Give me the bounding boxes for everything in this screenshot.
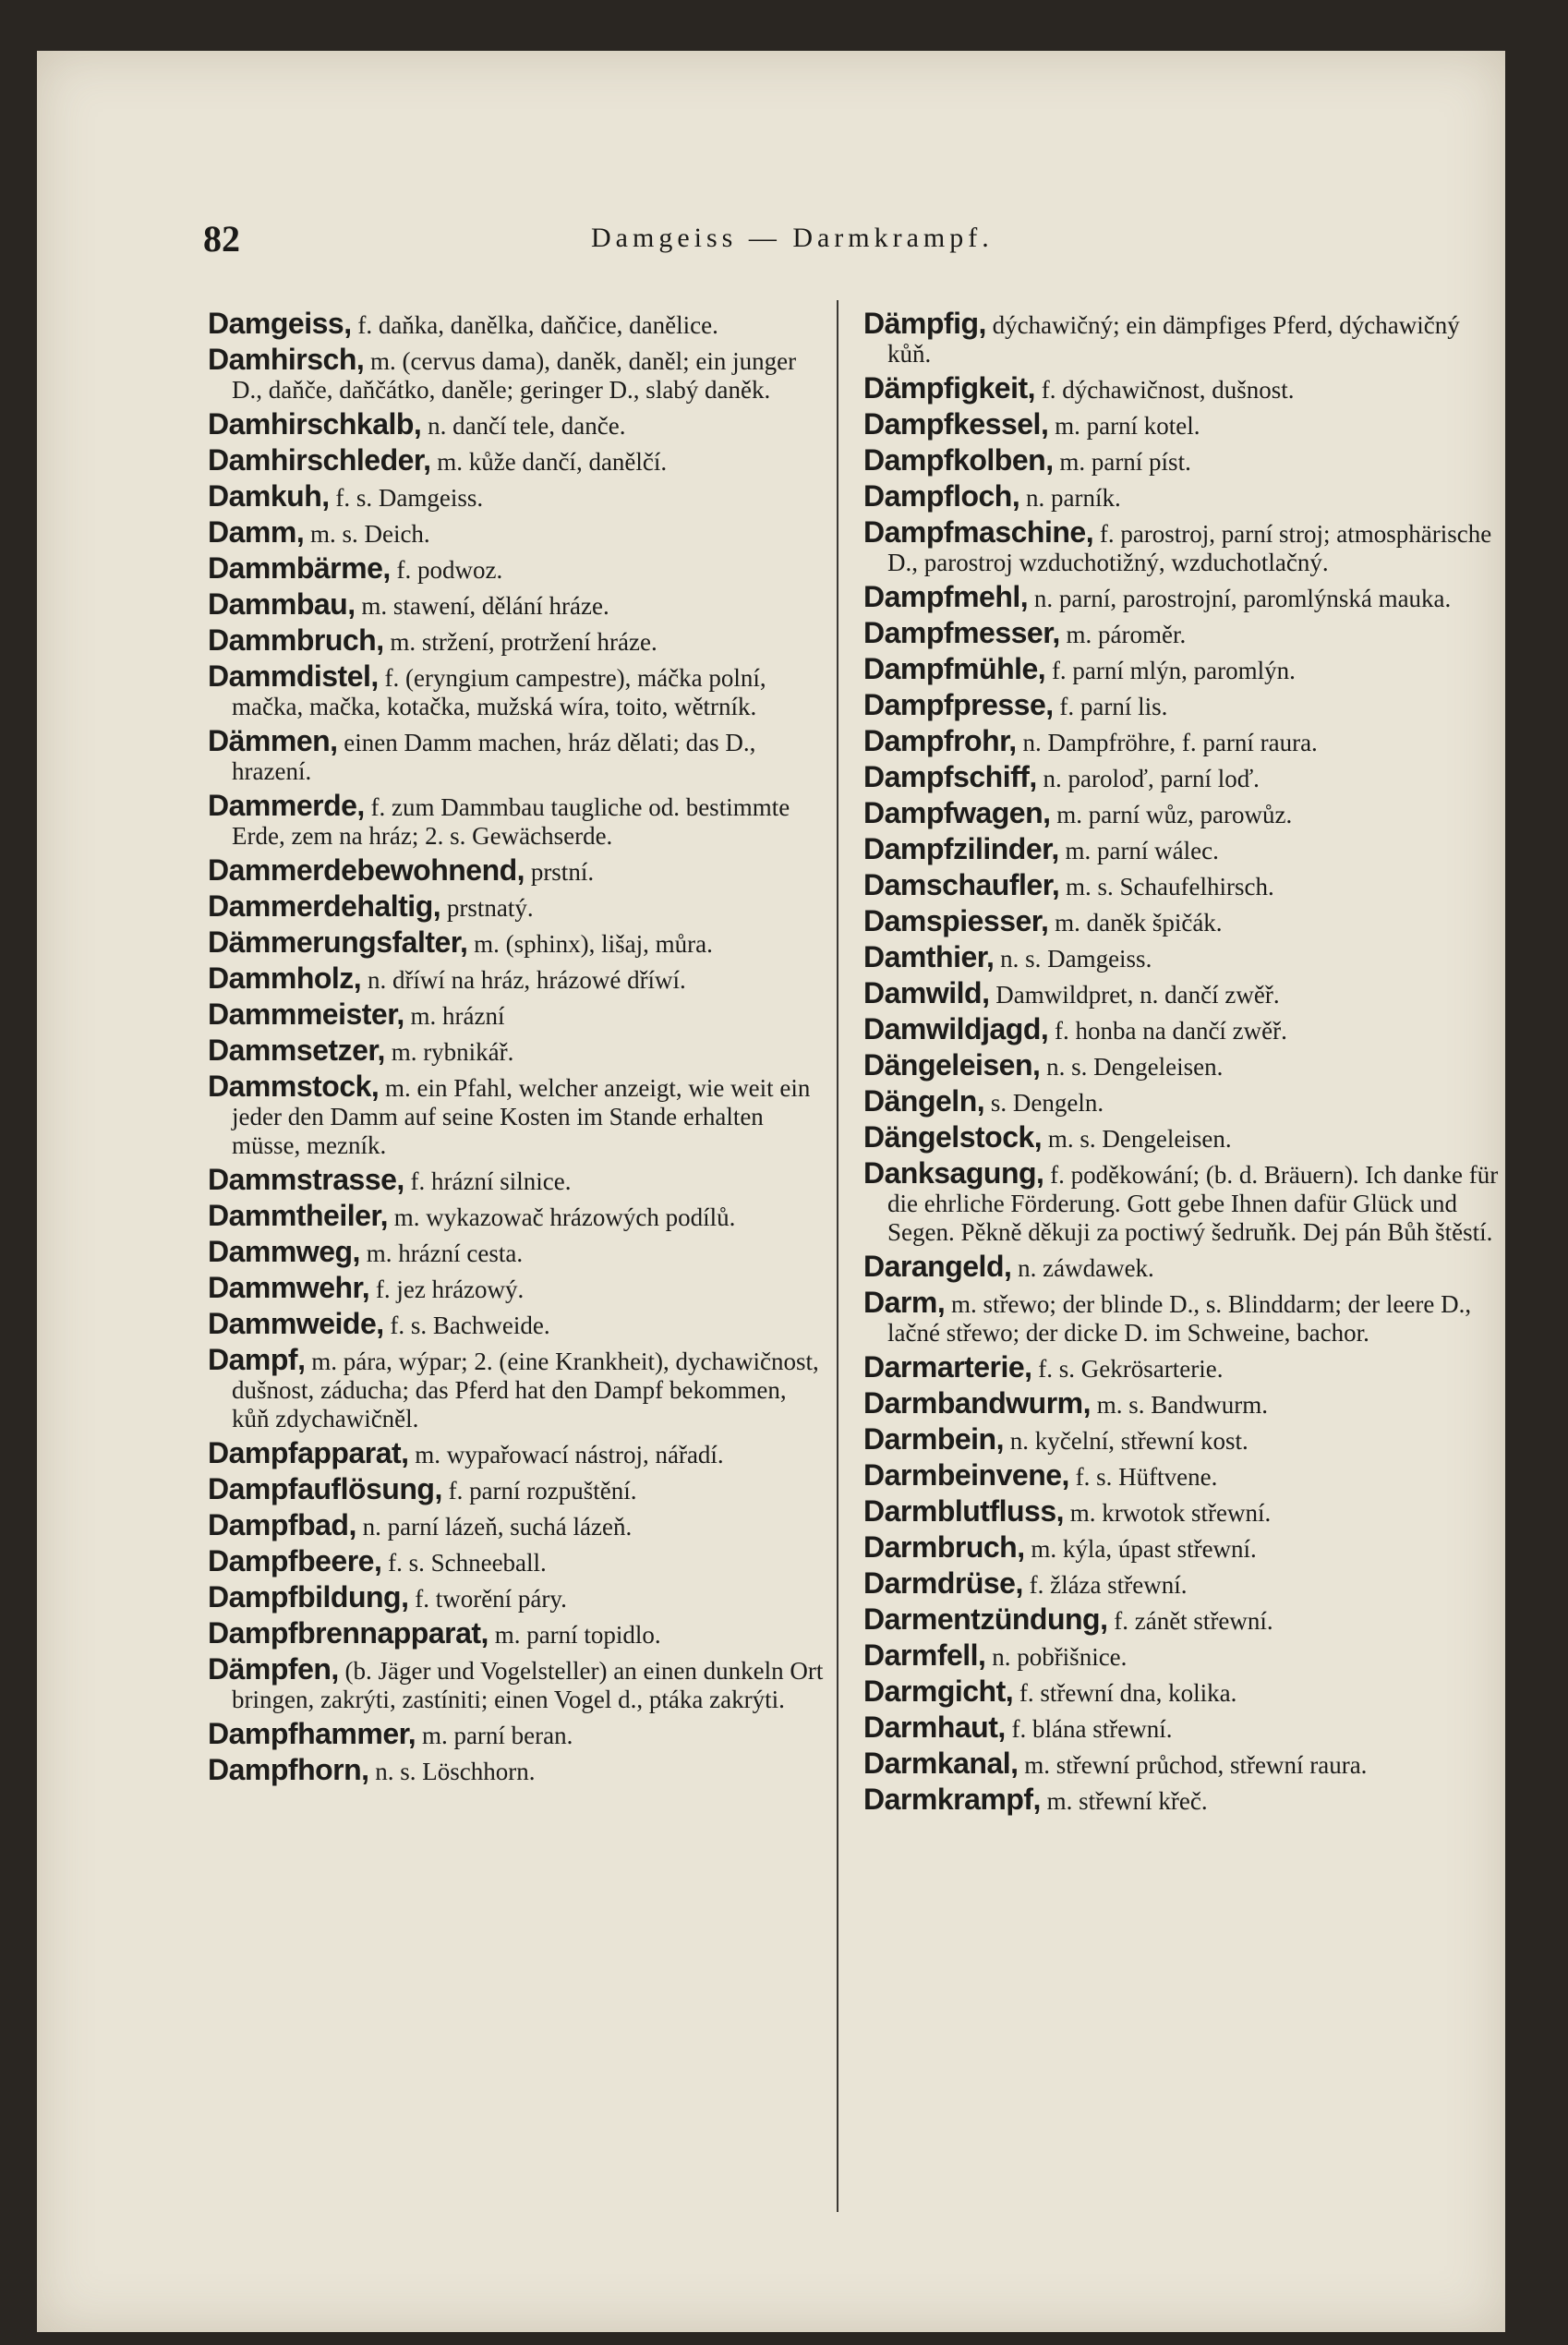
entry-headword: Dammbau, xyxy=(208,587,356,621)
entry-headword: Dammholz, xyxy=(208,961,362,995)
dictionary-entry xyxy=(208,1343,826,1433)
entry-definition: m. (cervus dama), daněk, daněl; ein junger D., daňče, daňčátko, daněle; geringer D., slabý daněk. xyxy=(232,347,797,404)
entry-definition: m. daněk špičák. xyxy=(1055,909,1223,937)
entry-definition: prstnatý. xyxy=(446,894,534,922)
dictionary-entry xyxy=(863,1386,1501,1420)
entry-headword: Dampfmaschine, xyxy=(863,515,1094,549)
entry-definition: m. parní topidlo. xyxy=(494,1621,661,1649)
entry-headword: Dampfbildung, xyxy=(208,1580,409,1614)
dictionary-entry xyxy=(208,587,826,621)
entry-definition: n. dříwí na hráz, hrázowé dříwí. xyxy=(367,966,686,994)
entry-headword: Dampfkolben, xyxy=(863,443,1054,477)
dictionary-entry xyxy=(863,652,1501,685)
dictionary-entry xyxy=(208,515,826,549)
entry-definition: f. dýchawičnost, dušnost. xyxy=(1041,376,1295,404)
dictionary-entry xyxy=(208,623,826,657)
entry-definition: m. parní wálec. xyxy=(1065,837,1219,864)
entry-headword: Darmentzündung, xyxy=(863,1602,1108,1636)
dictionary-entry xyxy=(863,1288,1501,1348)
entry-headword: Dampf, xyxy=(208,1343,306,1376)
entry-headword: Dammdistel, xyxy=(208,659,379,693)
dictionary-entry xyxy=(863,407,1501,441)
dictionary-entry xyxy=(208,1033,826,1067)
page-header xyxy=(203,217,1090,272)
dictionary-entry xyxy=(208,1307,826,1340)
dictionary-entry xyxy=(863,1566,1501,1600)
dictionary-entry xyxy=(208,1717,826,1750)
dictionary-entry xyxy=(863,1785,1501,1816)
entry-definition: f. blána střewní. xyxy=(1011,1715,1173,1743)
entry-definition: f. poděkowání; (b. d. Bräuern). Ich danke für die ehrliche Förderung. Gott gebe Ihnen dafür Glück und Segen. Pěkně děkuji za poctiwý šedruňk. Dej pán Bůh štěstí. xyxy=(887,1161,1499,1246)
entry-definition: m. ein Pfahl, welcher anzeigt, wie weit ein jeder den Damm auf seine Kosten im Stande erhalten müsse, mezník. xyxy=(232,1074,811,1159)
dictionary-entry xyxy=(208,309,826,340)
entry-headword: Dämpfen, xyxy=(208,1652,339,1686)
entry-headword: Dammmeister, xyxy=(208,997,404,1031)
entry-headword: Dammbruch, xyxy=(208,623,384,657)
dictionary-entry xyxy=(208,1616,826,1650)
entry-definition: n. parní, parostrojní, paromlýnská mauka. xyxy=(1033,585,1452,612)
right-column xyxy=(863,309,1501,1821)
entry-headword: Dammerdehaltig, xyxy=(208,889,441,923)
dictionary-entry xyxy=(863,904,1501,937)
entry-headword: Darmgicht, xyxy=(863,1674,1014,1708)
dictionary-entry xyxy=(863,724,1501,757)
dictionary-entry xyxy=(863,1084,1501,1118)
entry-headword: Dammwehr, xyxy=(208,1271,370,1304)
dictionary-entry xyxy=(863,1674,1501,1708)
entry-definition: f. zánět střewní. xyxy=(1114,1607,1273,1635)
page-edge xyxy=(1478,309,1505,2157)
entry-headword: Dammbärme, xyxy=(208,551,391,585)
entry-definition: n. s. Löschhorn. xyxy=(375,1758,536,1785)
dictionary-entry xyxy=(208,345,826,405)
entry-headword: Dämmerungsfalter, xyxy=(208,925,468,959)
entry-definition: f. s. Bachweide. xyxy=(390,1312,550,1339)
entry-definition: n. paroloď, parní loď. xyxy=(1043,765,1260,792)
entry-headword: Damwildjagd, xyxy=(863,1012,1049,1046)
dictionary-entry xyxy=(863,688,1501,721)
entry-definition: f. honba na dančí zwěř. xyxy=(1055,1017,1287,1045)
dictionary-entry xyxy=(863,1252,1501,1283)
entry-headword: Dampfmehl, xyxy=(863,580,1029,613)
entry-definition: n. dančí tele, danče. xyxy=(428,412,626,440)
entry-headword: Damspiesser, xyxy=(863,904,1049,937)
entry-headword: Damwild, xyxy=(863,976,990,1009)
entry-headword: Dampfschiff, xyxy=(863,760,1037,793)
entry-definition: f. tworění páry. xyxy=(415,1585,567,1613)
entry-headword: Dammstrasse, xyxy=(208,1163,404,1196)
entry-headword: Dämpfigkeit, xyxy=(863,371,1036,405)
dictionary-entry xyxy=(863,1494,1501,1528)
entry-definition: dýchawičný; ein dämpfiges Pferd, dýchawičný kůň. xyxy=(887,311,1460,368)
column-divider xyxy=(837,300,838,2212)
entry-definition: m. kýla, úpast střewní. xyxy=(1031,1535,1257,1563)
dictionary-entry xyxy=(863,371,1501,405)
entry-headword: Darmbein, xyxy=(863,1422,1004,1456)
entry-definition: m. wypařowací nástroj, nářadí. xyxy=(415,1441,724,1469)
dictionary-entry xyxy=(863,1710,1501,1744)
entry-headword: Dampfwagen, xyxy=(863,796,1051,829)
entry-headword: Dampfauflösung, xyxy=(208,1472,442,1505)
entry-definition: f. s. Schneeball. xyxy=(388,1549,547,1577)
entry-definition: m. s. Deich. xyxy=(309,520,430,548)
entry-definition: m. parní píst. xyxy=(1059,448,1191,476)
entry-headword: Dampfbrennapparat, xyxy=(208,1616,488,1650)
dictionary-entry xyxy=(863,580,1501,613)
entry-headword: Dampfkessel, xyxy=(863,407,1049,441)
entry-definition: f. zum Dammbau taugliche od. bestimmte Erde, zem na hráz; 2. s. Gewächserde. xyxy=(232,793,790,850)
dictionary-entry xyxy=(863,1638,1501,1672)
entry-headword: Darangeld, xyxy=(863,1250,1012,1283)
entry-headword: Danksagung, xyxy=(863,1156,1044,1190)
dictionary-entry xyxy=(863,976,1501,1009)
dictionary-entry xyxy=(863,868,1501,901)
entry-definition: n. s. Dengeleisen. xyxy=(1046,1053,1224,1081)
dictionary-entry xyxy=(863,1458,1501,1492)
entry-headword: Damm, xyxy=(208,515,305,549)
entry-definition: f. s. Hüftvene. xyxy=(1075,1463,1218,1491)
entry-headword: Darmkanal, xyxy=(863,1747,1019,1780)
entry-definition: m. krwotok střewní. xyxy=(1069,1499,1272,1527)
entry-headword: Dammsetzer, xyxy=(208,1033,385,1067)
entry-definition: n. parní lázeň, suchá lázeň. xyxy=(362,1513,633,1541)
dictionary-entry xyxy=(208,789,826,851)
entry-headword: Damschaufler, xyxy=(863,868,1060,901)
entry-definition: s. Dengeln. xyxy=(990,1089,1104,1117)
entry-headword: Dängeln, xyxy=(863,1084,985,1118)
entry-headword: Dampfhammer, xyxy=(208,1717,416,1750)
entry-headword: Darmbruch, xyxy=(863,1530,1025,1564)
entry-headword: Darmkrampf, xyxy=(863,1783,1041,1816)
dictionary-page xyxy=(37,51,1505,2332)
entry-headword: Dampfmühle, xyxy=(863,652,1046,685)
entry-definition: f. parostroj, parní stroj; atmosphärische D., parostroj wzduchotižný, wzduchotlačný. xyxy=(887,520,1492,576)
entry-definition: n. Dampfröhre, f. parní raura. xyxy=(1022,729,1318,756)
entry-headword: Dammstock, xyxy=(208,1070,380,1103)
entry-definition: m. pároměr. xyxy=(1066,621,1187,648)
dictionary-entry xyxy=(208,479,826,513)
dictionary-entry xyxy=(208,407,826,441)
entry-definition: m. střewo; der blinde D., s. Blinddarm; der leere D., lačné střewo; der dicke D. im Schweine, bachor. xyxy=(887,1290,1472,1347)
entry-definition: m. parní wůz, parowůz. xyxy=(1056,801,1293,828)
entry-definition: f. podwoz. xyxy=(396,556,503,584)
entry-headword: Damgeiss, xyxy=(208,307,352,340)
dictionary-entry xyxy=(863,309,1501,369)
entry-headword: Damthier, xyxy=(863,940,995,973)
entry-definition: f. hrázní silnice. xyxy=(410,1167,572,1195)
dictionary-entry xyxy=(863,832,1501,865)
entry-definition: f. s. Gekrösarterie. xyxy=(1038,1355,1224,1383)
entry-definition: (b. Jäger und Vogelsteller) an einen dunkeln Ort bringen, zakrýti, zastíniti; einen Vogel d., ptáka zakrýti. xyxy=(232,1657,824,1713)
entry-definition: m. parní beran. xyxy=(421,1722,573,1749)
left-column xyxy=(208,309,826,1792)
dictionary-entry xyxy=(208,1753,826,1786)
entry-headword: Damhirschkalb, xyxy=(208,407,422,441)
dictionary-entry xyxy=(208,1199,826,1232)
entry-definition: m. s. Bandwurm. xyxy=(1096,1391,1268,1419)
dictionary-entry xyxy=(208,1652,826,1714)
entry-headword: Dammweg, xyxy=(208,1235,360,1268)
entry-definition: einen Damm machen, hráz dělati; das D., hrazení. xyxy=(232,729,756,785)
entry-headword: Damhirsch, xyxy=(208,343,365,376)
dictionary-entry xyxy=(208,1163,826,1196)
entry-definition: m. (sphinx), lišaj, můra. xyxy=(474,930,713,958)
dictionary-entry xyxy=(208,1235,826,1268)
dictionary-entry xyxy=(863,1749,1501,1780)
dictionary-entry xyxy=(863,479,1501,513)
entry-definition: n. pobřišnice. xyxy=(992,1643,1128,1671)
entry-headword: Dampfpresse, xyxy=(863,688,1054,721)
entry-definition: n. parník. xyxy=(1025,484,1121,512)
entry-headword: Damhirschleder, xyxy=(208,443,431,477)
dictionary-entry xyxy=(208,925,826,959)
entry-definition: f. žláza střewní. xyxy=(1029,1571,1188,1599)
dictionary-entry xyxy=(863,1120,1501,1154)
dictionary-entry xyxy=(208,1508,826,1541)
entry-definition: f. parní rozpuštění. xyxy=(448,1477,637,1505)
entry-headword: Dampfhorn, xyxy=(208,1753,369,1786)
entry-definition: f. (eryngium campestre), máčka polní, mačka, mačka, kotačka, mužská wíra, toito, wětrník. xyxy=(232,664,766,720)
page-number: 82 xyxy=(203,218,240,260)
dictionary-entry xyxy=(208,997,826,1031)
entry-headword: Darmbeinvene, xyxy=(863,1458,1069,1492)
dictionary-entry xyxy=(863,796,1501,829)
dictionary-entry xyxy=(208,1436,826,1469)
entry-definition: m. hrázní cesta. xyxy=(366,1239,524,1267)
entry-definition: Damwildpret, n. dančí zwěř. xyxy=(995,981,1280,1009)
entry-headword: Darmarterie, xyxy=(863,1350,1032,1384)
dictionary-entry xyxy=(208,443,826,477)
entry-definition: m. střewní křeč. xyxy=(1046,1787,1208,1815)
dictionary-entry xyxy=(208,961,826,995)
dictionary-entry xyxy=(863,1422,1501,1456)
entry-definition: f. daňka, danělka, daňčice, danělice. xyxy=(357,311,718,339)
entry-definition: m. pára, wýpar; 2. (eine Krankheit), dychawičnost, dušnost, záducha; das Pferd hat den Dampf bekommen, kůň zdychawičněl. xyxy=(232,1348,819,1432)
dictionary-entry xyxy=(208,853,826,887)
dictionary-entry xyxy=(863,760,1501,793)
dictionary-entry xyxy=(863,1156,1501,1247)
running-head: Damgeiss — Darmkrampf. xyxy=(591,223,994,253)
entry-definition: f. parní lis. xyxy=(1059,693,1168,720)
entry-headword: Darmbandwurm, xyxy=(863,1386,1091,1420)
entry-definition: m. střewní průchod, střewní raura. xyxy=(1024,1751,1368,1779)
entry-headword: Dampfapparat, xyxy=(208,1436,409,1469)
dictionary-entry xyxy=(863,1350,1501,1384)
entry-headword: Dampfbeere, xyxy=(208,1544,382,1577)
entry-headword: Darmfell, xyxy=(863,1638,986,1672)
dictionary-entry xyxy=(208,1271,826,1304)
entry-headword: Darmdrüse, xyxy=(863,1566,1023,1600)
dictionary-entry xyxy=(208,659,826,721)
entry-headword: Dampfrohr, xyxy=(863,724,1017,757)
entry-definition: m. stawení, dělání hráze. xyxy=(361,592,609,620)
entry-headword: Dämpfig, xyxy=(863,307,986,340)
dictionary-entry xyxy=(863,1048,1501,1082)
entry-definition: f. s. Damgeiss. xyxy=(335,484,484,512)
dictionary-entry xyxy=(208,551,826,585)
entry-headword: Dammerdebewohnend, xyxy=(208,853,525,887)
dictionary-entry xyxy=(208,1472,826,1505)
entry-definition: m. wykazowač hrázowých podílů. xyxy=(393,1203,736,1231)
dictionary-entry xyxy=(863,616,1501,649)
dictionary-entry xyxy=(863,1602,1501,1636)
entry-definition: f. jez hrázowý. xyxy=(375,1275,525,1303)
entry-definition: n. kyčelní, střewní kost. xyxy=(1009,1427,1248,1455)
dictionary-entry xyxy=(863,1012,1501,1046)
entry-definition: f. střewní dna, kolika. xyxy=(1019,1679,1237,1707)
entry-headword: Darm, xyxy=(863,1286,946,1319)
entry-headword: Dammtheiler, xyxy=(208,1199,388,1232)
entry-headword: Dampfzilinder, xyxy=(863,832,1059,865)
dictionary-entry xyxy=(208,1580,826,1614)
entry-headword: Dampfmesser, xyxy=(863,616,1060,649)
entry-definition: m. hrázní xyxy=(410,1002,505,1030)
dictionary-entry xyxy=(208,1544,826,1577)
dictionary-entry xyxy=(208,724,826,786)
entry-definition: m. rybnikář. xyxy=(391,1038,514,1066)
entry-headword: Dammweide, xyxy=(208,1307,384,1340)
dictionary-entry xyxy=(863,443,1501,477)
entry-headword: Dämmen, xyxy=(208,724,338,757)
dictionary-entry xyxy=(863,940,1501,973)
entry-definition: n. záwdawek. xyxy=(1018,1254,1154,1282)
entry-headword: Dampfbad, xyxy=(208,1508,356,1541)
entry-definition: m. kůže dančí, danělčí. xyxy=(437,448,668,476)
entry-headword: Damkuh, xyxy=(208,479,330,513)
entry-definition: f. parní mlýn, paromlýn. xyxy=(1051,657,1296,684)
entry-headword: Darmblutfluss, xyxy=(863,1494,1065,1528)
entry-headword: Dängeleisen, xyxy=(863,1048,1041,1082)
entry-definition: m. s. Schaufelhirsch. xyxy=(1066,873,1274,901)
entry-definition: prstní. xyxy=(530,858,595,886)
entry-headword: Dängelstock, xyxy=(863,1120,1043,1154)
dictionary-entry xyxy=(208,889,826,923)
entry-headword: Darmhaut, xyxy=(863,1710,1006,1744)
entry-definition: m. parní kotel. xyxy=(1055,412,1200,440)
entry-definition: m. stržení, protržení hráze. xyxy=(390,628,657,656)
entry-headword: Dampfloch, xyxy=(863,479,1020,513)
dictionary-entry xyxy=(863,1530,1501,1564)
dictionary-entry xyxy=(863,515,1501,577)
entry-headword: Dammerde, xyxy=(208,789,365,822)
entry-definition: n. s. Damgeiss. xyxy=(1000,945,1152,973)
dictionary-entry xyxy=(208,1072,826,1160)
entry-definition: m. s. Dengeleisen. xyxy=(1047,1125,1232,1153)
